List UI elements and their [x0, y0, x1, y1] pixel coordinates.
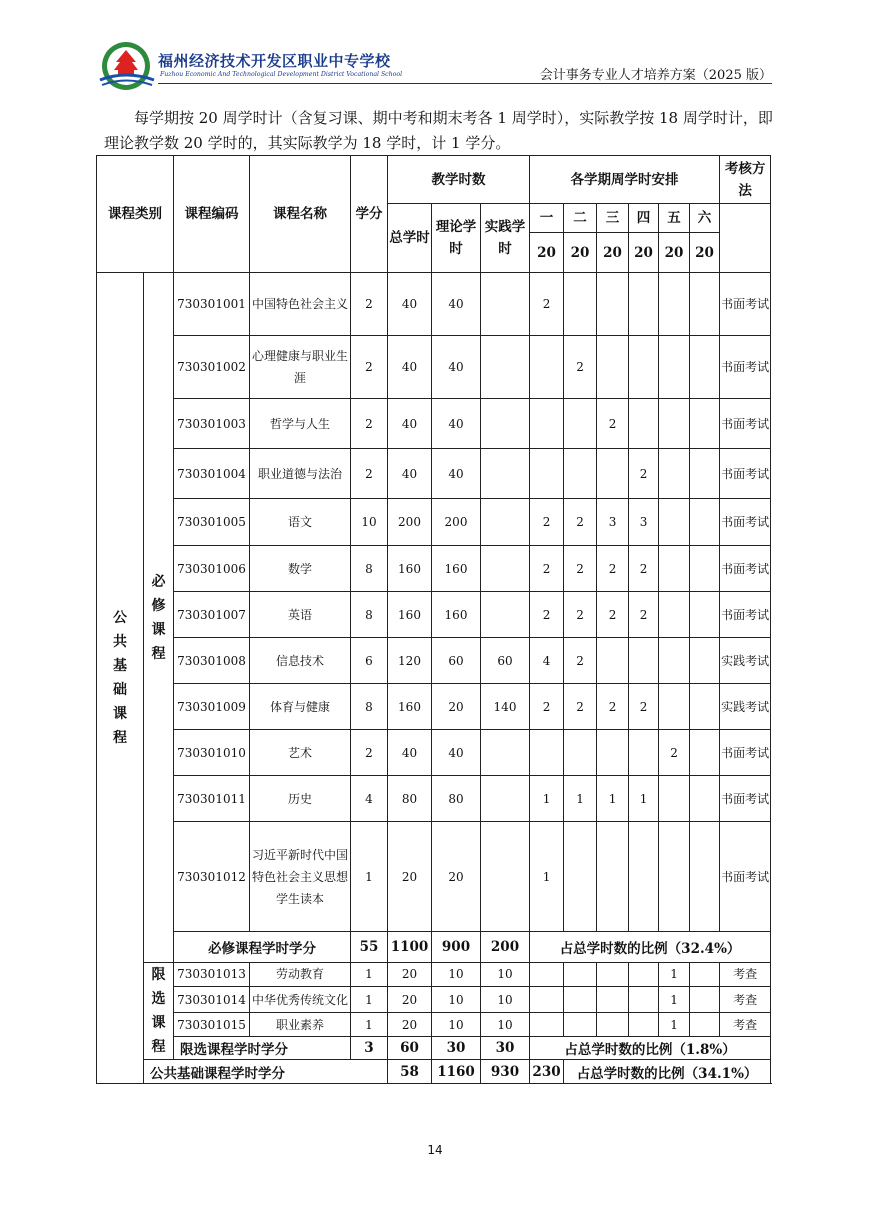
required-total-theory: 900: [432, 932, 481, 963]
course-semester-hours: 1: [564, 776, 597, 822]
course-semester-hours: [629, 822, 659, 932]
table-row: [97, 1013, 771, 1037]
course-semester-hours: [659, 499, 690, 546]
required-total-hours: 1100: [388, 932, 432, 963]
course-semester-hours: 2: [629, 546, 659, 592]
group-total-theory: 930: [481, 1060, 530, 1084]
course-theory-hours: 40: [432, 730, 481, 776]
course-semester-hours: [690, 684, 720, 730]
course-total-hours: 160: [388, 684, 432, 730]
table-row: [97, 273, 771, 336]
course-practice-hours: [481, 273, 530, 336]
course-credit: 1: [351, 986, 388, 1012]
header-weeks: 20: [530, 233, 564, 273]
course-exam-method: 书面考试: [720, 730, 771, 776]
course-semester-hours: [597, 822, 629, 932]
course-semester-hours: 1: [659, 986, 690, 1012]
course-code: 730301007: [174, 592, 250, 638]
course-theory-hours: 40: [432, 273, 481, 336]
course-semester-hours: [597, 986, 629, 1012]
group-label-text: 公 共 基 础 课 程: [113, 610, 127, 746]
course-semester-hours: [564, 273, 597, 336]
course-semester-hours: 2: [597, 592, 629, 638]
course-semester-hours: [690, 1013, 720, 1037]
course-semester-hours: [597, 336, 629, 399]
course-total-hours: 40: [388, 399, 432, 449]
course-semester-hours: 1: [629, 776, 659, 822]
course-semester-hours: [690, 592, 720, 638]
course-semester-hours: [659, 336, 690, 399]
elective-total-row-label: 限选课程学时学分: [174, 1037, 351, 1060]
course-credit: 1: [351, 1013, 388, 1037]
header-row-1: [97, 156, 771, 204]
course-semester-hours: 2: [530, 684, 564, 730]
elective-total-row-hours: 60: [388, 1037, 432, 1060]
elective-total-row-ratio: 占总学时数的比例（1.8%）: [530, 1037, 771, 1060]
header-name: 课程名称: [250, 156, 351, 273]
header-weeks: 20: [690, 233, 720, 273]
school-name-cn: 福州经济技术开发区职业中专学校: [158, 52, 391, 70]
course-semester-hours: [659, 546, 690, 592]
course-exam-method: 书面考试: [720, 273, 771, 336]
group-total-practice: 230: [530, 1060, 564, 1084]
course-credit: 2: [351, 730, 388, 776]
course-semester-hours: [629, 336, 659, 399]
course-name: 体育与健康: [250, 684, 351, 730]
course-code: 730301003: [174, 399, 250, 449]
course-semester-hours: [690, 336, 720, 399]
course-semester-hours: [659, 684, 690, 730]
course-semester-hours: 2: [530, 499, 564, 546]
required-total-credit: 55: [351, 932, 388, 963]
course-code: 730301013: [174, 963, 250, 987]
course-semester-hours: [659, 399, 690, 449]
course-group-label: [97, 273, 144, 1084]
required-total-ratio: 占总学时数的比例（32.4%）: [530, 932, 771, 963]
course-credit: 4: [351, 776, 388, 822]
course-theory-hours: 80: [432, 776, 481, 822]
course-theory-hours: 40: [432, 399, 481, 449]
table-row: [97, 963, 771, 987]
course-semester-hours: [530, 963, 564, 987]
course-total-hours: 40: [388, 336, 432, 399]
course-semester-hours: [597, 1013, 629, 1037]
course-exam-method: 书面考试: [720, 592, 771, 638]
course-theory-hours: 160: [432, 592, 481, 638]
course-semester-hours: [564, 449, 597, 499]
course-semester-hours: 2: [564, 336, 597, 399]
course-semester-hours: 1: [530, 776, 564, 822]
course-exam-method: 考查: [720, 986, 771, 1012]
course-code: 730301009: [174, 684, 250, 730]
course-theory-hours: 10: [432, 963, 481, 987]
course-total-hours: 20: [388, 963, 432, 987]
course-semester-hours: [564, 986, 597, 1012]
course-semester-hours: [530, 449, 564, 499]
course-code: 730301014: [174, 986, 250, 1012]
course-exam-method: 考查: [720, 963, 771, 987]
course-code: 730301012: [174, 822, 250, 932]
course-code: 730301008: [174, 638, 250, 684]
course-total-hours: 40: [388, 273, 432, 336]
header-divider: [158, 83, 772, 84]
course-semester-hours: 2: [530, 546, 564, 592]
course-semester-hours: [690, 822, 720, 932]
course-credit: 8: [351, 592, 388, 638]
required-total-row: [97, 932, 771, 963]
course-exam-method: 实践考试: [720, 684, 771, 730]
course-semester-hours: [629, 986, 659, 1012]
course-name: 艺术: [250, 730, 351, 776]
school-name-en: Fuzhou Economic And Technological Development District Vocational School: [160, 71, 403, 78]
course-semester-hours: [690, 776, 720, 822]
course-semester-hours: [659, 592, 690, 638]
course-total-hours: 120: [388, 638, 432, 684]
course-name: 劳动教育: [250, 963, 351, 987]
course-semester-hours: 2: [530, 273, 564, 336]
course-theory-hours: 10: [432, 986, 481, 1012]
header-total-hours: 总学时: [388, 204, 432, 273]
course-semester-hours: [564, 1013, 597, 1037]
page-number: 14: [427, 1143, 443, 1157]
course-semester-hours: 1: [597, 776, 629, 822]
course-code: 730301015: [174, 1013, 250, 1037]
page-header: [96, 40, 772, 92]
document-title: 会计事务专业人才培养方案（2025 版）: [539, 68, 772, 83]
course-name: 职业道德与法治: [250, 449, 351, 499]
course-semester-hours: [564, 963, 597, 987]
course-practice-hours: 10: [481, 963, 530, 987]
course-semester-hours: [629, 273, 659, 336]
table-row: [97, 684, 771, 730]
table-row: [97, 336, 771, 399]
course-semester-hours: [530, 730, 564, 776]
table-row: [97, 546, 771, 592]
course-semester-hours: [629, 1013, 659, 1037]
course-semester-hours: 3: [597, 499, 629, 546]
course-semester-hours: 2: [597, 399, 629, 449]
course-semester-hours: [690, 546, 720, 592]
course-semester-hours: 2: [564, 638, 597, 684]
course-name: 数学: [250, 546, 351, 592]
course-semester-hours: 2: [629, 592, 659, 638]
table-row: [97, 399, 771, 449]
header-semester: 四: [629, 204, 659, 233]
course-practice-hours: 10: [481, 1013, 530, 1037]
course-semester-hours: 2: [629, 684, 659, 730]
course-exam-method: 书面考试: [720, 449, 771, 499]
header-semester: 六: [690, 204, 720, 233]
course-semester-hours: [659, 449, 690, 499]
elective-label: [144, 963, 174, 1060]
header-semester: 三: [597, 204, 629, 233]
course-semester-hours: 2: [659, 730, 690, 776]
course-practice-hours: [481, 399, 530, 449]
table-row: [97, 986, 771, 1012]
course-credit: 2: [351, 449, 388, 499]
course-exam-method: 书面考试: [720, 776, 771, 822]
header-credit: 学分: [351, 156, 388, 273]
course-credit: 2: [351, 336, 388, 399]
table-row: [97, 730, 771, 776]
course-theory-hours: 40: [432, 336, 481, 399]
course-credit: 2: [351, 399, 388, 449]
course-semester-hours: 2: [597, 546, 629, 592]
course-semester-hours: [690, 638, 720, 684]
course-semester-hours: [690, 986, 720, 1012]
header-code: 课程编码: [174, 156, 250, 273]
required-total-label: 必修课程学时学分: [174, 932, 351, 963]
course-practice-hours: [481, 592, 530, 638]
required-total-practice: 200: [481, 932, 530, 963]
course-practice-hours: [481, 546, 530, 592]
required-label-text: 必 修 课 程: [151, 573, 166, 662]
course-theory-hours: 40: [432, 449, 481, 499]
course-name: 心理健康与职业生涯: [250, 336, 351, 399]
table-row: [97, 822, 771, 932]
course-name: 中华优秀传统文化: [250, 986, 351, 1012]
course-theory-hours: 200: [432, 499, 481, 546]
elective-total-row: [97, 1037, 771, 1060]
course-code: 730301001: [174, 273, 250, 336]
course-exam-method: 书面考试: [720, 336, 771, 399]
course-semester-hours: 2: [597, 684, 629, 730]
intro-paragraph: 每学期按 20 周学时计（含复习课、期中考和期末考各 1 周学时），实际教学按 18 周学时计，即理论教学数 20 学时的，其实际教学为 18 学时，计 1 学分。: [104, 109, 773, 152]
course-semester-hours: [597, 730, 629, 776]
course-total-hours: 40: [388, 449, 432, 499]
course-name: 语文: [250, 499, 351, 546]
course-semester-hours: [530, 1013, 564, 1037]
elective-total-row-theory: 30: [432, 1037, 481, 1060]
elective-total-row-credit: 3: [351, 1037, 388, 1060]
course-semester-hours: 2: [564, 684, 597, 730]
course-credit: 6: [351, 638, 388, 684]
course-total-hours: 160: [388, 592, 432, 638]
course-practice-hours: [481, 776, 530, 822]
course-semester-hours: 1: [659, 1013, 690, 1037]
course-name: 哲学与人生: [250, 399, 351, 449]
group-total-row: [97, 1060, 771, 1084]
course-exam-method: 书面考试: [720, 822, 771, 932]
course-theory-hours: 20: [432, 684, 481, 730]
course-semester-hours: [690, 449, 720, 499]
required-label: [144, 273, 174, 963]
course-semester-hours: [564, 730, 597, 776]
course-semester-hours: [629, 638, 659, 684]
course-semester-hours: 1: [659, 963, 690, 987]
course-semester-hours: 1: [530, 822, 564, 932]
course-practice-hours: [481, 336, 530, 399]
course-semester-hours: [530, 399, 564, 449]
course-practice-hours: [481, 730, 530, 776]
course-theory-hours: 60: [432, 638, 481, 684]
header-weeks: 20: [629, 233, 659, 273]
header-exam-blank: [720, 204, 771, 273]
course-code: 730301002: [174, 336, 250, 399]
table-row: [97, 449, 771, 499]
group-total-ratio: 占总学时数的比例（34.1%）: [564, 1060, 771, 1084]
course-credit: 1: [351, 963, 388, 987]
header-theory-hours: 理论学时: [432, 204, 481, 273]
course-total-hours: 20: [388, 986, 432, 1012]
course-semester-hours: [597, 963, 629, 987]
header-weeks: 20: [597, 233, 629, 273]
course-semester-hours: [690, 963, 720, 987]
course-credit: 2: [351, 273, 388, 336]
course-exam-method: 书面考试: [720, 546, 771, 592]
course-semester-hours: [690, 499, 720, 546]
course-theory-hours: 160: [432, 546, 481, 592]
header-practice-hours: 实践学时: [481, 204, 530, 273]
course-semester-hours: [629, 730, 659, 776]
course-practice-hours: 60: [481, 638, 530, 684]
course-total-hours: 20: [388, 1013, 432, 1037]
course-practice-hours: 140: [481, 684, 530, 730]
course-name: 习近平新时代中国特色社会主义思想学生读本: [250, 822, 351, 932]
school-logo-icon: [96, 40, 158, 92]
elective-total-row-practice: 30: [481, 1037, 530, 1060]
course-name: 信息技术: [250, 638, 351, 684]
course-exam-method: 书面考试: [720, 399, 771, 449]
table-row: [97, 776, 771, 822]
course-exam-method: 实践考试: [720, 638, 771, 684]
course-exam-method: 书面考试: [720, 499, 771, 546]
course-semester-hours: [659, 776, 690, 822]
table-row: [97, 592, 771, 638]
course-total-hours: 80: [388, 776, 432, 822]
header-exam: 考核方法: [720, 156, 771, 204]
header-semester: 五: [659, 204, 690, 233]
course-code: 730301011: [174, 776, 250, 822]
course-semester-hours: [530, 336, 564, 399]
course-theory-hours: 20: [432, 822, 481, 932]
course-semester-hours: [690, 273, 720, 336]
course-semester-hours: 2: [564, 546, 597, 592]
course-practice-hours: [481, 822, 530, 932]
elective-label-text: 限 选 课 程: [151, 967, 166, 1055]
course-name: 英语: [250, 592, 351, 638]
course-total-hours: 40: [388, 730, 432, 776]
course-semester-hours: [629, 399, 659, 449]
course-code: 730301005: [174, 499, 250, 546]
course-total-hours: 20: [388, 822, 432, 932]
course-name: 中国特色社会主义: [250, 273, 351, 336]
course-semester-hours: [597, 449, 629, 499]
course-total-hours: 200: [388, 499, 432, 546]
course-exam-method: 考查: [720, 1013, 771, 1037]
course-name: 职业素养: [250, 1013, 351, 1037]
course-semester-hours: [659, 822, 690, 932]
course-practice-hours: 10: [481, 986, 530, 1012]
course-semester-hours: 2: [530, 592, 564, 638]
course-credit: 8: [351, 684, 388, 730]
group-total-credit: 58: [388, 1060, 432, 1084]
course-credit: 8: [351, 546, 388, 592]
course-credit: 1: [351, 822, 388, 932]
course-semester-hours: 4: [530, 638, 564, 684]
course-semester-hours: 2: [629, 449, 659, 499]
course-semester-hours: [564, 822, 597, 932]
course-theory-hours: 10: [432, 1013, 481, 1037]
course-semester-hours: 2: [564, 592, 597, 638]
course-semester-hours: [659, 638, 690, 684]
header-hours-group: 教学时数: [388, 156, 530, 204]
course-practice-hours: [481, 449, 530, 499]
table-row: [97, 638, 771, 684]
course-semester-hours: [564, 399, 597, 449]
course-semester-hours: [597, 638, 629, 684]
header-weeks: 20: [659, 233, 690, 273]
group-total-hours: 1160: [432, 1060, 481, 1084]
header-category: 课程类别: [97, 156, 174, 273]
course-semester-hours: [530, 986, 564, 1012]
curriculum-table: [96, 155, 771, 1084]
course-code: 730301004: [174, 449, 250, 499]
course-total-hours: 160: [388, 546, 432, 592]
course-semester-hours: [690, 399, 720, 449]
header-semester: 一: [530, 204, 564, 233]
course-semester-hours: [629, 963, 659, 987]
course-semester-hours: 3: [629, 499, 659, 546]
course-code: 730301010: [174, 730, 250, 776]
header-semester-group: 各学期周学时安排: [530, 156, 720, 204]
group-total-label: 公共基础课程学时学分: [144, 1060, 388, 1084]
course-semester-hours: [690, 730, 720, 776]
course-code: 730301006: [174, 546, 250, 592]
header-weeks: 20: [564, 233, 597, 273]
course-credit: 10: [351, 499, 388, 546]
course-practice-hours: [481, 499, 530, 546]
course-semester-hours: [659, 273, 690, 336]
course-semester-hours: [597, 273, 629, 336]
course-name: 历史: [250, 776, 351, 822]
course-semester-hours: 2: [564, 499, 597, 546]
header-semester: 二: [564, 204, 597, 233]
table-row: [97, 499, 771, 546]
